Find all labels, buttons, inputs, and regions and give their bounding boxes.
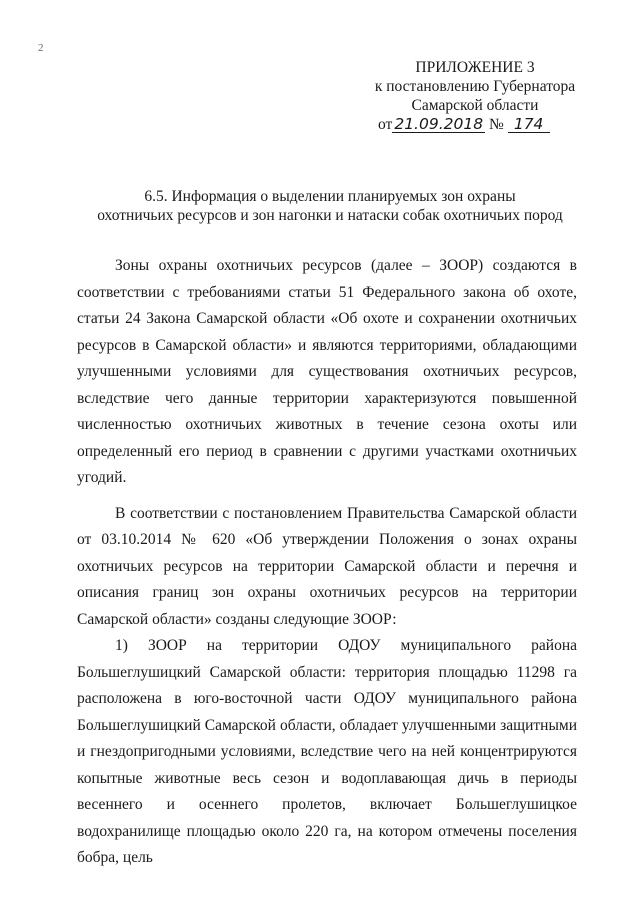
appendix-line-region: Самарской области <box>411 97 539 114</box>
number-label: № <box>488 116 504 133</box>
handwritten-date: 21.09.2018 <box>394 115 484 133</box>
paragraph-2: В соответствии с постановлением Правительства Самарской области от 03.10.2014 № 620 «Об утверждении Положения о зонах охраны охотничьих ресурсов на территории Самарской области и перечня и описания границ зон охраны охотничьих ресурсов на территории Самарской области» созданы следующие ЗООР: <box>77 504 577 628</box>
section-title <box>70 187 590 225</box>
section-title-line-1: 6.5. Информация о выделении планируемых зон охраны <box>144 188 516 205</box>
section-title-line-2: охотничьих ресурсов и зон нагонки и натаски собак охотничьих пород <box>97 207 563 224</box>
appendix-line-decree: к постановлению Губернатора <box>374 78 576 95</box>
from-label: от <box>378 116 393 133</box>
paragraph-3: 1) ЗООР на территории ОДОУ муниципального района Большеглушицкий Самарской области: территория площадью 11298 га расположена в юго-восточной части ОДОУ муниципального района Большеглушицкий Самарской области, обладает улучшенными защитными и гнездопригодными условиями, вследствие чего на ней концентрируются копытные животные весь сезон и водоплавающая дичь в периоды весеннего и осеннего пролетов, включает Большеглушицкое водохранилище площадью около 220 га, на котором отмечены поселения бобра, цель <box>77 637 577 866</box>
appendix-date-number <box>360 115 590 134</box>
appendix-header <box>360 58 590 134</box>
document-body <box>77 253 577 872</box>
page-margin-mark: 2 <box>38 42 44 54</box>
handwritten-number: 174 <box>508 116 550 133</box>
appendix-title: ПРИЛОЖЕНИЕ 3 <box>415 59 535 76</box>
paragraph-1: Зоны охраны охотничьих ресурсов (далее – ЗООР) создаются в соответствии с требованиями статьи 51 Федерального закона об охоте, статьи 24 Закона Самарской области «Об охоте и сохранении охотничьих ресурсов в Самарской области» и являются территориями, обладающими улучшенными условиями для существования охотничьих ресурсов, вследствие чего данные территории характеризуются повышенной численностью охотничьих животных в течение сезона охоты или определенный его период в сравнении с другими участками охотничьих угодий. <box>77 257 577 486</box>
